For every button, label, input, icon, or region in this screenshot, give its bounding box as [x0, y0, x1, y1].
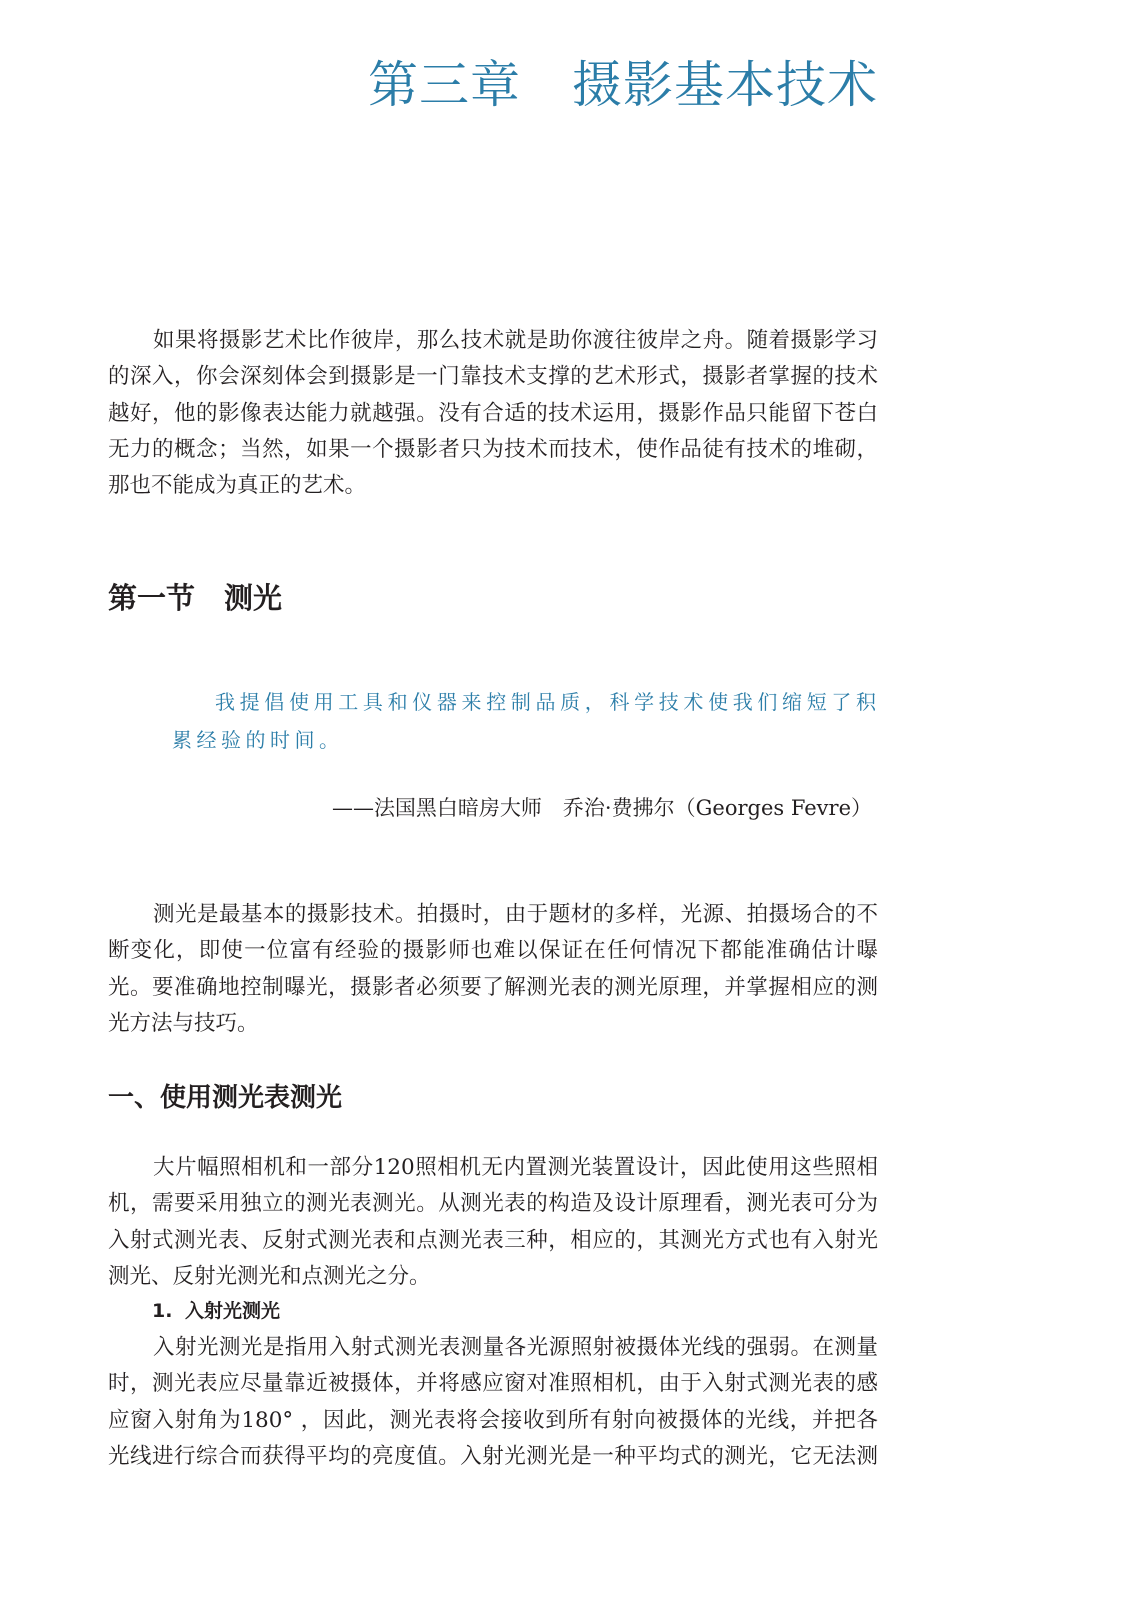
metering-intro-line: 光。要准确地控制曝光，摄影者必须要了解测光表的测光原理，并掌握相应的测: [108, 974, 878, 1000]
section-heading: 第一节 测光: [108, 581, 283, 615]
incident-line: 时，测光表应尽量靠近被摄体，并将感应窗对准照相机，由于入射式测光表的感: [108, 1371, 878, 1397]
intro-paragraph: [108, 323, 878, 504]
meter-line: 入射式测光表、反射式测光表和点测光表三种，相应的，其测光方式也有入射光: [108, 1227, 878, 1253]
intro-line: 如果将摄影艺术比作彼岸，那么技术就是助你渡往彼岸之舟。随着摄影学习: [153, 328, 878, 353]
subsection-heading: 一、使用测光表测光: [108, 1083, 343, 1113]
metering-intro-line: 断变化，即使一位富有经验的摄影师也难以保证在任何情况下都能准确估计曝: [108, 938, 878, 964]
metering-intro-line: 测光是最基本的摄影技术。拍摄时，由于题材的多样，光源、拍摄场合的不: [153, 902, 878, 927]
chapter-title: 第三章 摄影基本技术: [368, 56, 878, 114]
quote-attribution: ——法国黑白暗房大师 乔治·费拂尔（Georges Fevre）: [331, 796, 872, 820]
epigraph-quote: [172, 683, 876, 759]
meter-line: 大片幅照相机和一部分120照相机无内置测光装置设计，因此使用这些照相: [153, 1155, 878, 1180]
intro-line: 无力的概念；当然，如果一个摄影者只为技术而技术，使作品徒有技术的堆砌，: [108, 436, 878, 462]
metering-intro-paragraph: [108, 897, 878, 1042]
incident-paragraph: [108, 1330, 878, 1475]
meter-line: 测光、反射光测光和点测光之分。: [108, 1263, 431, 1289]
quote-line: 我提倡使用工具和仪器来控制品质，科学技术使我们缩短了积: [215, 690, 876, 714]
incident-line: 入射光测光是指用入射式测光表测量各光源照射被摄体光线的强弱。在测量: [153, 1335, 878, 1360]
intro-line: 那也不能成为真正的艺术。: [108, 473, 367, 499]
intro-line: 越好，他的影像表达能力就越强。没有合适的技术运用，摄影作品只能留下苍白: [108, 400, 878, 426]
quote-line: 累经验的时间。: [172, 728, 344, 752]
incident-line: 应窗入射角为180° ，因此，测光表将会接收到所有射向被摄体的光线，并把各: [108, 1407, 878, 1433]
metering-intro-line: 光方法与技巧。: [108, 1010, 259, 1036]
incident-line: 光线进行综合而获得平均的亮度值。入射光测光是一种平均式的测光，它无法测: [108, 1443, 878, 1469]
item-heading: 1. 入射光测光: [152, 1300, 281, 1322]
meter-paragraph: [108, 1150, 878, 1295]
intro-line: 的深入，你会深刻体会到摄影是一门靠技术支撑的艺术形式，摄影者掌握的技术: [108, 364, 878, 390]
meter-line: 机，需要采用独立的测光表测光。从测光表的构造及设计原理看，测光表可分为: [108, 1191, 878, 1217]
